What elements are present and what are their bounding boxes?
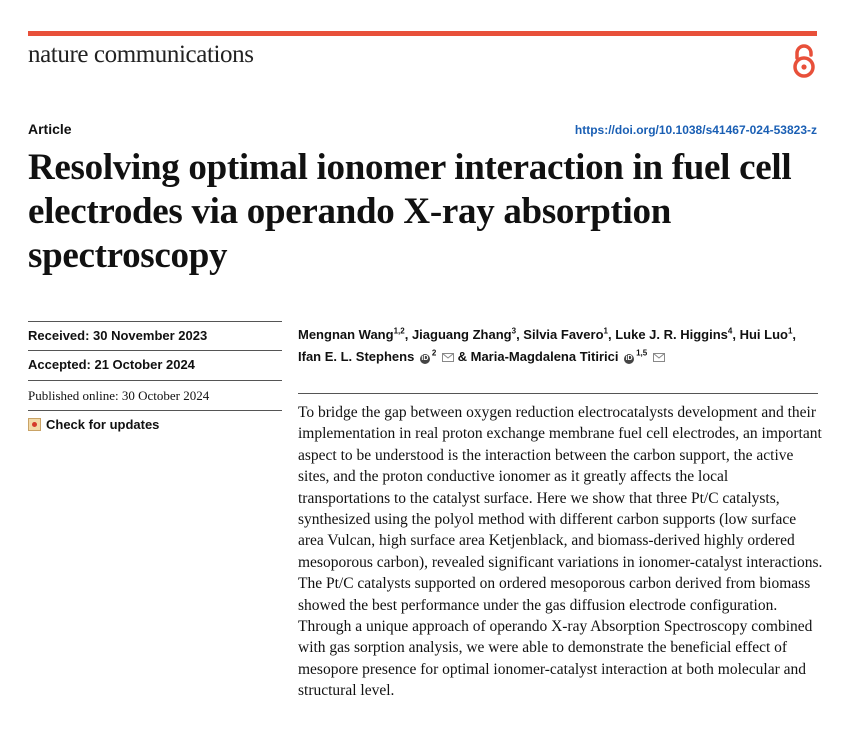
email-icon[interactable] [653,353,665,362]
journal-accent-bar [28,31,817,36]
orcid-icon[interactable]: iD [625,355,633,362]
article-title: Resolving optimal ionomer interaction in fuel cell electrodes via operando X-ray absorption spectroscopy [28,147,792,276]
abstract-text: To bridge the gap between oxygen reduction electrocatalysts development and their implementation in real proton exchange membrane fuel cell electrodes, an important aspect to be understood is the interaction between the carbon support, the active sites, and the proton conductive ionomer as it greatly affects the local transportations to the catalyst surface. Here we show that three Pt/C catalysts, synthesized using the polyol method with different carbon supports (low surface area Vulcan, high surface area Ketjenblack, and biomass-derived highly ordered mesoporous carbon), revealed significant variations in ionomer-catalyst interactions. The Pt/C catalysts supported on ordered mesoporous carbon derived from biomass showed the best performance under the gas diffusion electrode configuration. Through a unique approach of operando X-ray Absorption Spectroscopy combined with gas sorption analysis, we were able to demonstrate the beneficial effect of mesopore presence for optimal ionomer-catalyst interaction at both molecular and structural level. [298,404,823,700]
divider [28,380,282,381]
author[interactable]: Mengnan Wang$^{1,2}$ [298,326,405,342]
check-for-updates-button[interactable] [28,417,159,432]
author[interactable]: Maria-Magdalena Titirici iD$^{1,5}$ [471,349,665,364]
published-date: Published online: 30 October 2024 [28,388,210,403]
journal-name: nature communications [28,41,254,68]
open-access-lock-icon[interactable] [790,44,818,78]
divider [28,410,282,411]
divider [28,321,282,322]
article-type: Article [28,121,72,137]
divider [28,350,282,351]
doi-link[interactable]: https://doi.org/10.1038/s41467-024-53823-z [574,123,817,137]
divider [298,393,818,394]
author[interactable]: Ifan E. L. Stephens $iD^2$ [298,349,458,364]
email-icon[interactable] [442,353,454,362]
author[interactable]: Jiaguang Zhang$^3$ [411,326,517,342]
author[interactable]: Hui Luo$^1$ [739,326,793,342]
received-date: Received: 30 November 2023 [28,328,208,343]
orcid-icon[interactable]: iD [421,355,429,362]
author[interactable]: Silvia Favero$^1$ [523,326,608,342]
check-updates-icon [28,418,41,431]
check-updates-label: Check for updates [46,417,160,432]
author-list: Mengnan Wang$^{1,2}$, Jiaguang Zhang$^3$, Silvia Favero$^1$, Luke J. R. Higgins$^4$, Hui Luo$^1$, Ifan E. L. Stephens $iD^2$ & Maria-Magdalena Titirici iD$^{1,5}$ [298,326,797,364]
author[interactable]: Luke J. R. Higgins$^4$ [615,326,733,342]
accepted-date: Accepted: 21 October 2024 [28,357,195,372]
